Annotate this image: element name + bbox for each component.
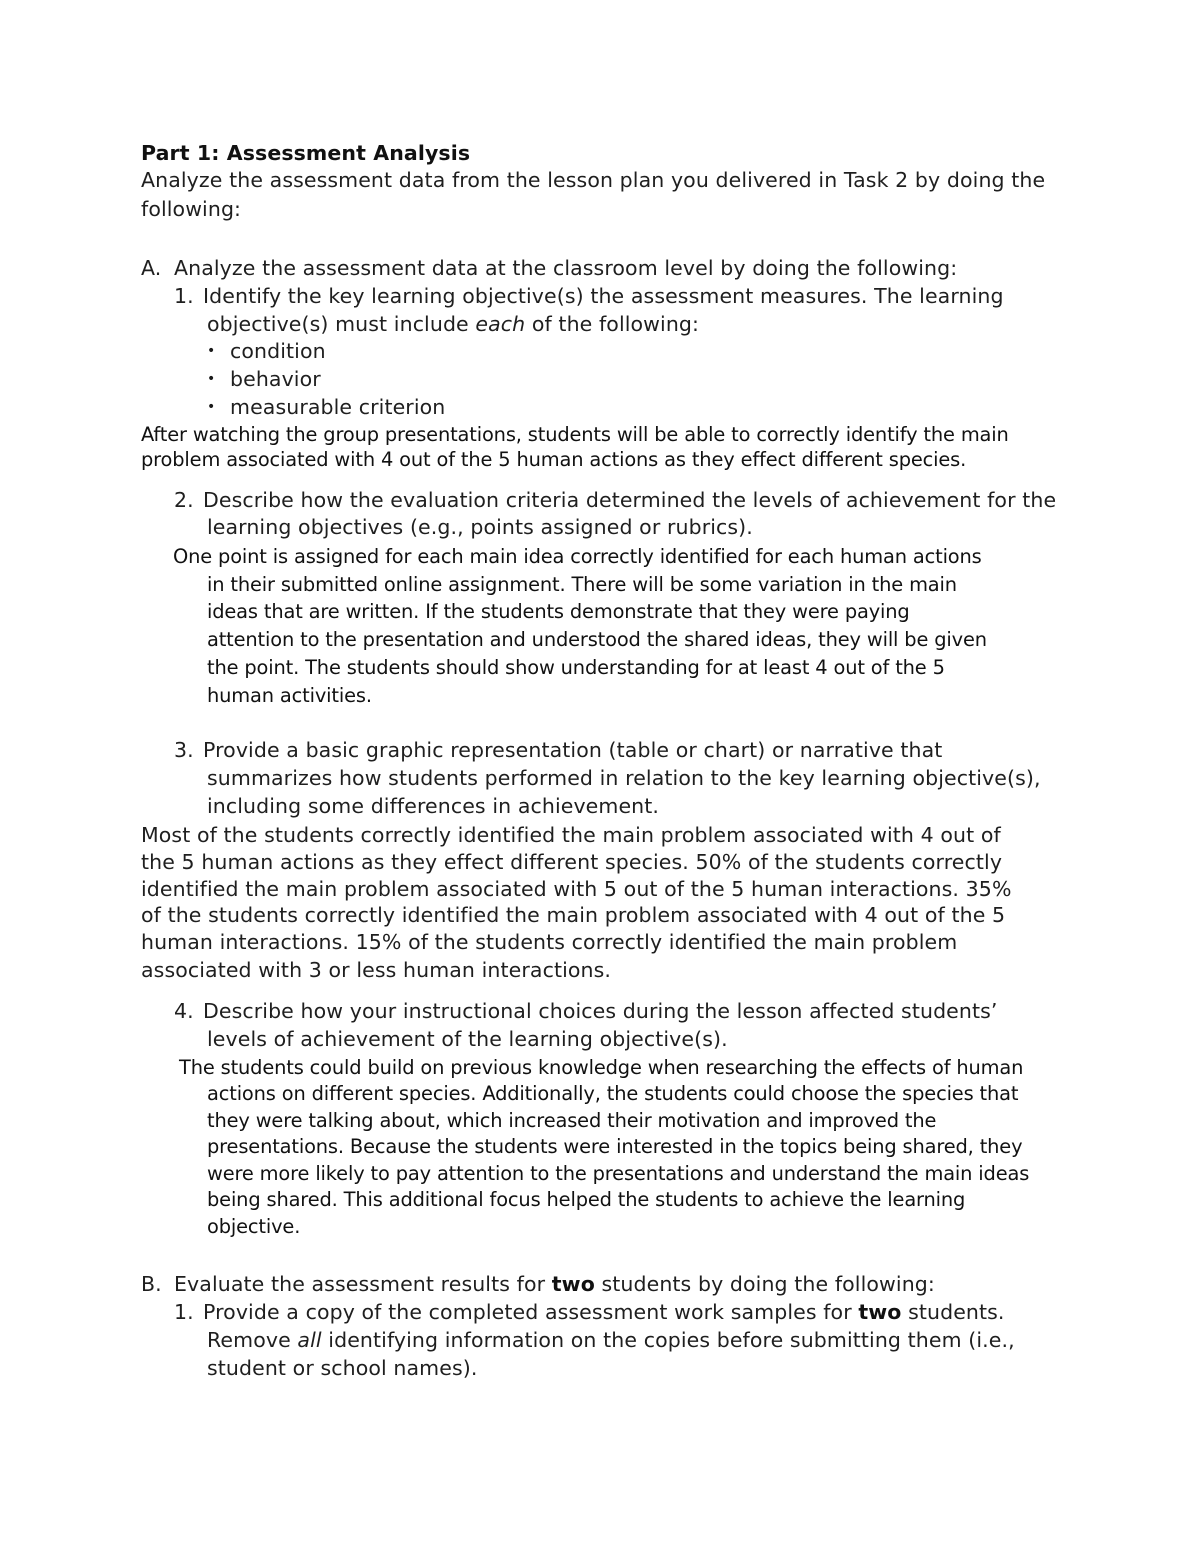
answer-a4-line-3: they were talking about, which increased their motivation and improved the bbox=[207, 1109, 937, 1132]
answer-a2-line-5: the point. The students should show understanding for at least 4 out of the 5 bbox=[207, 656, 945, 679]
answer-a4-line-5: were more likely to pay attention to the presentations and understand the main ideas bbox=[207, 1162, 1030, 1185]
answer-a3-line-4: of the students correctly identified the main problem associated with 4 out of the 5 bbox=[141, 903, 1006, 927]
item-a4-line-1: Describe how your instructional choices during the lesson affected students’ bbox=[203, 999, 998, 1023]
answer-a4-line-7: objective. bbox=[207, 1215, 301, 1238]
section-b-heading: Evaluate the assessment results for two students by doing the following: bbox=[174, 1272, 935, 1296]
answer-a1-line-1: After watching the group presentations, students will be able to correctly identify the main bbox=[141, 423, 1009, 446]
item-a1-line-1: Identify the key learning objective(s) the assessment measures. The learning bbox=[203, 284, 1004, 308]
item-a3-line-3: including some differences in achievement. bbox=[207, 794, 660, 818]
answer-a2-line-3: ideas that are written. If the students demonstrate that they were paying bbox=[207, 600, 910, 623]
bullet-condition: condition bbox=[230, 339, 326, 363]
item-b1-line-1: Provide a copy of the completed assessment work samples for two students. bbox=[203, 1300, 1005, 1324]
answer-a1-line-2: problem associated with 4 out of the 5 human actions as they effect different species. bbox=[141, 448, 967, 471]
item-b1-marker: 1. bbox=[174, 1300, 194, 1324]
answer-a4-line-2: actions on different species. Additionally, the students could choose the species that bbox=[207, 1082, 1019, 1105]
answer-a3-line-2: the 5 human actions as they effect different species. 50% of the students correctly bbox=[141, 850, 1003, 874]
answer-a4-line-4: presentations. Because the students were interested in the topics being shared, they bbox=[207, 1135, 1023, 1158]
part-title: Part 1: Assessment Analysis bbox=[141, 141, 471, 165]
item-a3-line-2: summarizes how students performed in relation to the key learning objective(s), bbox=[207, 766, 1041, 790]
item-a3-marker: 3. bbox=[174, 738, 194, 762]
item-b1-line-2: Remove all identifying information on the copies before submitting them (i.e., bbox=[207, 1328, 1015, 1352]
answer-a3-line-1: Most of the students correctly identified the main problem associated with 4 out of bbox=[141, 823, 1001, 847]
intro-line-1: Analyze the assessment data from the lesson plan you delivered in Task 2 by doing the bbox=[141, 168, 1046, 192]
section-a-marker: A. bbox=[141, 256, 162, 280]
section-b-marker: B. bbox=[141, 1272, 162, 1296]
answer-a4-line-1: The students could build on previous knowledge when researching the effects of human bbox=[179, 1056, 1024, 1079]
answer-a3-line-6: associated with 3 or less human interactions. bbox=[141, 958, 612, 982]
item-a1-line-2: objective(s) must include each of the following: bbox=[207, 312, 700, 336]
answer-a2-line-2: in their submitted online assignment. There will be some variation in the main bbox=[207, 573, 957, 596]
item-a2-line-2: learning objectives (e.g., points assigned or rubrics). bbox=[207, 515, 753, 539]
bullet-icon: • bbox=[207, 343, 216, 359]
bullet-behavior: behavior bbox=[230, 367, 321, 391]
intro-line-2: following: bbox=[141, 197, 242, 221]
item-a3-line-1: Provide a basic graphic representation (table or chart) or narrative that bbox=[203, 738, 943, 762]
answer-a4-line-6: being shared. This additional focus helped the students to achieve the learning bbox=[207, 1188, 966, 1211]
item-a4-marker: 4. bbox=[174, 999, 194, 1023]
section-a-heading: Analyze the assessment data at the classroom level by doing the following: bbox=[174, 256, 958, 280]
answer-a2-line-6: human activities. bbox=[207, 684, 372, 707]
item-a1-marker: 1. bbox=[174, 284, 194, 308]
answer-a2-line-1: One point is assigned for each main idea correctly identified for each human actions bbox=[173, 545, 982, 568]
bullet-icon: • bbox=[207, 399, 216, 415]
answer-a3-line-3: identified the main problem associated with 5 out of the 5 human interactions. 35% bbox=[141, 877, 1012, 901]
item-a4-line-2: levels of achievement of the learning objective(s). bbox=[207, 1027, 728, 1051]
item-a2-line-1: Describe how the evaluation criteria determined the levels of achievement for the bbox=[203, 488, 1057, 512]
answer-a2-line-4: attention to the presentation and understood the shared ideas, they will be given bbox=[207, 628, 987, 651]
bullet-icon: • bbox=[207, 371, 216, 387]
bullet-measurable-criterion: measurable criterion bbox=[230, 395, 446, 419]
item-a2-marker: 2. bbox=[174, 488, 194, 512]
answer-a3-line-5: human interactions. 15% of the students correctly identified the main problem bbox=[141, 930, 958, 954]
item-b1-line-3: student or school names). bbox=[207, 1356, 478, 1380]
